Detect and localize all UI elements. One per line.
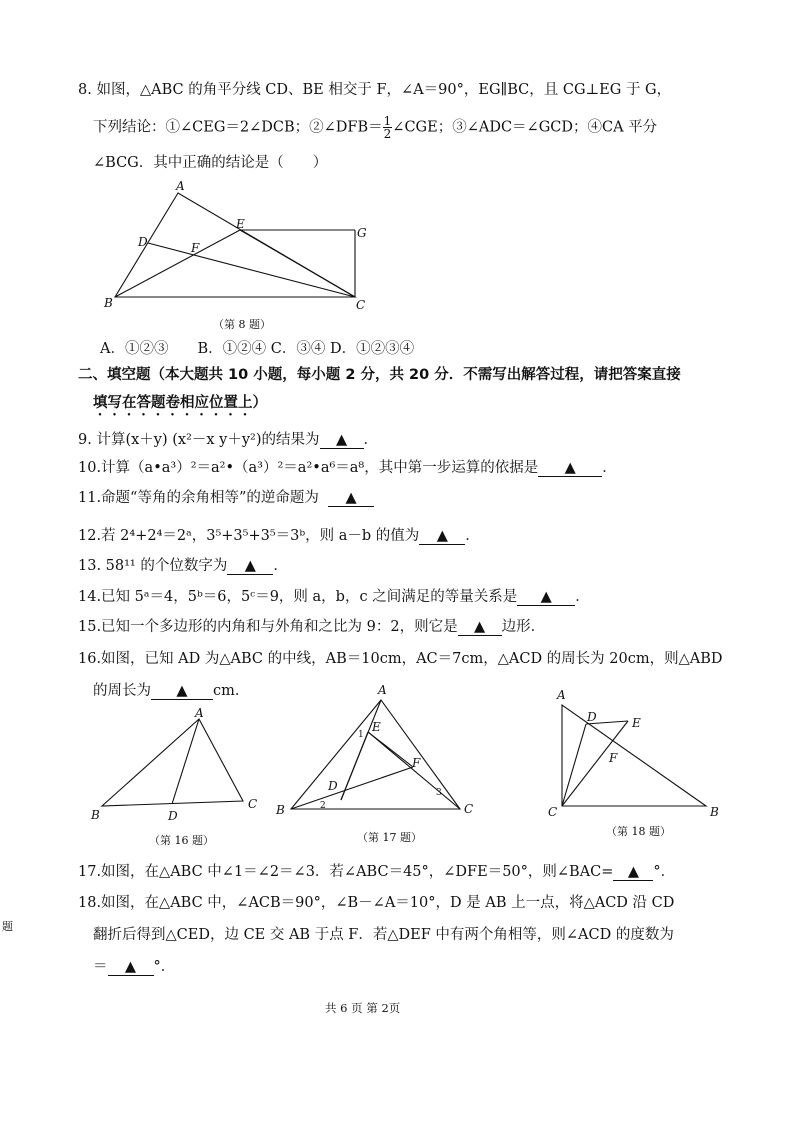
q17-triangle-abc [291,700,460,809]
q17-label-d: D [328,779,338,793]
q16-end: cm． [213,683,250,699]
q17 [78,862,675,882]
q16-label-b: B [91,808,100,822]
q18-label-e: E [632,716,641,730]
q8-label-d: D [138,235,148,249]
q12-answer-blank[interactable]: ▲ [419,528,465,545]
q16-label-d: D [168,809,178,823]
q18-label-a: A [557,688,566,702]
q13-end: ． [273,558,288,574]
q10-end: ． [602,460,617,476]
q16-line1: 16.如图，已知 AD 为△ABC 的中线，AB＝10cm，AC＝7cm，△ACD 的周长为 20cm，则△ABD [78,651,723,667]
q15-end: 边形． [501,619,546,635]
q11-answer-blank[interactable]: ▲ [328,490,374,507]
q11-text: 11.命题“等角的余角相等”的逆命题为 [78,490,319,506]
section2-title-line1: 二、填空题（本大题共 10 小题，每小题 2 分，共 20 分．不需写出解答过程，请把答案直接 [78,367,681,383]
q15-answer-blank[interactable]: ▲ [458,619,502,636]
q16-triangle-abc [102,719,243,806]
q16-label-a: A [195,706,204,720]
q18-line2: 翻折后得到△CED，边 CE 交 AB 于点 F．若△DEF 中有两个角相等，则∠ACD 的度数为 [93,927,674,943]
q17-label-b: B [276,803,285,817]
q13-text: 13. 58¹¹ 的个位数字为 [78,558,228,574]
q17-segment-ce [368,732,460,809]
q18-caption: （第 18 题） [606,825,671,838]
q9-answer-blank[interactable]: ▲ [320,432,364,449]
q16-text2: 的周长为 [93,683,151,699]
q9-text: 9. 计算(x＋y) (x²－x y＋y²)的结果为 [78,432,320,448]
q10-answer-blank[interactable]: ▲ [538,460,602,477]
q14-end: ． [575,589,590,605]
q18-line3 [93,957,175,977]
q15-text: 15.已知一个多边形的内角和与外角和之比为 9：2，则它是 [78,619,458,635]
q17-answer-blank[interactable]: ▲ [613,864,653,881]
q17-angle-1: 1 [358,730,364,740]
q8-label-g: G [357,226,367,240]
q8-label-b: B [104,296,113,310]
q18-label-f: F [609,751,618,765]
q18-label-b: B [710,805,719,819]
q14-answer-blank[interactable]: ▲ [517,589,575,606]
q17-angle-3: 3 [436,788,442,798]
q12-text: 12.若 2⁴+2⁴＝2ᵃ，3⁵+3⁵+3⁵＝3ᵇ，则 a－b 的值为 [78,528,420,544]
q18-text3: ＝ [93,959,108,975]
margin-char: 题 [2,920,13,933]
q17-label-a: A [378,683,387,697]
q17-text: 17.如图，在△ABC 中∠1＝∠2＝∠3．若∠ABC＝45°，∠DFE＝50°，则∠BAC= [78,864,614,880]
q13-answer-blank[interactable]: ▲ [227,558,273,575]
q8-line3: ∠BCG．其中正确的结论是（ ） [93,155,328,171]
q17-end: °． [653,864,676,880]
q16-label-c: C [248,797,258,811]
q8-caption: （第 8 题） [213,318,271,331]
q8-options: A．①②③ B．①②④ C．③④ D．①②③④ [100,341,415,357]
q8-line2-part1: 下列结论：①∠CEG＝2∠DCB；②∠DFB＝ [93,119,383,136]
q18-line1: 18.如图，在△ABC 中，∠ACB＝90°，∠B－∠A＝10°，D 是 AB 上一点，将△ACD 沿 CD [78,895,675,911]
q17-segment-ef [368,732,413,767]
q17-caption: （第 17 题） [357,831,422,844]
q17-angle-2: 2 [320,801,326,811]
q8-label-a: A [176,179,185,193]
q16-answer-blank[interactable]: ▲ [151,683,213,700]
q17-label-f: F [412,756,421,770]
q9-end: ． [363,432,379,448]
q17-segment-de [341,732,368,800]
page-footer: 共 6 页 第 2页 [325,1001,401,1015]
q8-line2-part2: ∠CGE；③∠ADC＝∠GCD；④CA 平分 [392,119,658,136]
q18-label-d: D [587,710,597,724]
q17-label-e: E [372,720,381,734]
fraction-numerator: 1 [383,114,392,128]
q8-label-c: C [356,298,366,312]
q18-segment-cd [562,724,586,806]
section2-title-line2: 填写在答题卷相应位置上） [93,395,267,411]
q10-text: 10.计算（a•a³）²＝a²•（a³）²＝a²•a⁶＝a⁸，其中第一步运算的依据是 [78,460,539,476]
q18-label-c: C [548,805,558,819]
q16-caption: （第 16 题） [149,834,214,847]
q18-answer-blank[interactable]: ▲ [108,959,154,976]
q8-line1: 8. 如图，△ABC 的角平分线 CD、BE 相交于 F，∠A＝90°，EG∥BC，且 CG⊥EG 于 G， [78,82,672,98]
q12-end: ． [465,528,480,544]
q18-end: °． [153,959,176,975]
q18-segment-ce [562,721,628,806]
fraction-denominator: 2 [383,127,392,141]
q8-label-e: E [236,217,245,231]
q17-label-c: C [464,802,474,816]
q8-label-f: F [191,241,200,255]
q14-text: 14.已知 5ᵃ＝4，5ᵇ＝6，5ᶜ＝9，则 a，b，c 之间满足的等量关系是 [78,589,518,605]
